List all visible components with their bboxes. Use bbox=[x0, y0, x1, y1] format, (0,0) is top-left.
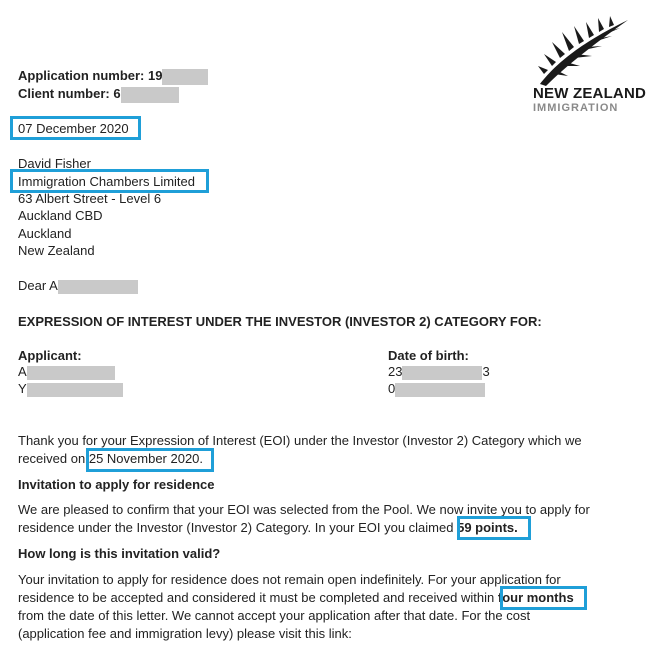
address-city: Auckland bbox=[18, 226, 72, 241]
salutation-text: Dear A bbox=[18, 278, 58, 293]
validity-line-1: Your invitation to apply for residence does not remain open indefinitely. For your application for bbox=[18, 572, 561, 587]
logo-line-new-zealand: NEW ZEALAND bbox=[533, 85, 647, 102]
redaction-block bbox=[121, 87, 179, 103]
applicant-1-initial: A bbox=[18, 364, 27, 379]
client-number bbox=[18, 86, 179, 103]
claimed-points: 59 points. bbox=[457, 520, 518, 535]
redaction-block bbox=[162, 69, 208, 85]
applicant-row-1-name bbox=[18, 364, 115, 380]
logo-line-immigration: IMMIGRATION bbox=[533, 102, 619, 114]
client-number-label: Client number: 6 bbox=[18, 86, 121, 101]
validity-period-highlight-box bbox=[497, 586, 587, 610]
applicant-2-dob-start: 0 bbox=[388, 381, 396, 396]
date-highlight-box bbox=[10, 116, 141, 140]
address-name: David Fisher bbox=[18, 156, 91, 171]
company-highlight-box bbox=[10, 169, 209, 193]
invitation-line-1: We are pleased to confirm that your EOI was selected from the Pool. We now invite you to apply for bbox=[18, 502, 590, 517]
applicant-1-dob-start: 23 bbox=[388, 364, 403, 379]
applicant-row-2-name bbox=[18, 381, 123, 397]
redaction-block bbox=[27, 366, 115, 380]
applicant-2-initial: Y bbox=[18, 381, 27, 396]
invitation-line-2-text: residence under the Investor (Investor 2) Category. In your EOI you claimed bbox=[18, 520, 454, 535]
redaction-block bbox=[402, 366, 482, 380]
address-company: Immigration Chambers Limited bbox=[18, 174, 196, 189]
applicant-row-2-dob bbox=[388, 381, 485, 397]
redaction-block bbox=[27, 383, 123, 397]
application-number-label: Application number: 19 bbox=[18, 68, 163, 83]
intro-line-1: Thank you for your Expression of Interest (EOI) under the Investor (Investor 2) Category which we bbox=[18, 433, 582, 448]
dob-heading: Date of birth: bbox=[388, 348, 469, 363]
applicant-row-1-dob bbox=[388, 364, 490, 380]
validity-line-4: (application fee and immigration levy) please visit this link: bbox=[18, 626, 352, 641]
application-number bbox=[18, 68, 208, 85]
applicant-1-dob-end: 3 bbox=[482, 364, 490, 379]
address-district: Auckland CBD bbox=[18, 208, 103, 223]
address-street: 63 Albert Street - Level 6 bbox=[18, 191, 162, 206]
validity-line-2-text: residence to be accepted and considered it must be completed and received within bbox=[18, 590, 495, 605]
validity-heading: How long is this invitation valid? bbox=[18, 546, 221, 561]
received-date: 25 November 2020. bbox=[88, 451, 204, 466]
validity-line-3: from the date of this letter. We cannot accept your application after that date. For the cost bbox=[18, 608, 531, 623]
redaction-block bbox=[395, 383, 485, 397]
received-date-highlight-box bbox=[86, 448, 214, 472]
letter-date: 07 December 2020 bbox=[18, 121, 129, 136]
subject-line: EXPRESSION OF INTEREST UNDER THE INVESTOR (INVESTOR 2) CATEGORY FOR: bbox=[18, 314, 542, 329]
points-highlight-box bbox=[457, 516, 531, 540]
validity-period: four months bbox=[497, 590, 574, 605]
applicant-heading: Applicant: bbox=[18, 348, 82, 363]
address-country: New Zealand bbox=[18, 243, 95, 258]
invitation-heading: Invitation to apply for residence bbox=[18, 477, 215, 492]
silver-fern-logo-icon bbox=[534, 14, 632, 86]
intro-line-2-text: received on bbox=[18, 451, 86, 466]
invitation-paragraph bbox=[18, 501, 628, 537]
invitation-line-2 bbox=[18, 519, 628, 537]
salutation bbox=[18, 278, 138, 294]
redaction-block bbox=[58, 280, 138, 294]
